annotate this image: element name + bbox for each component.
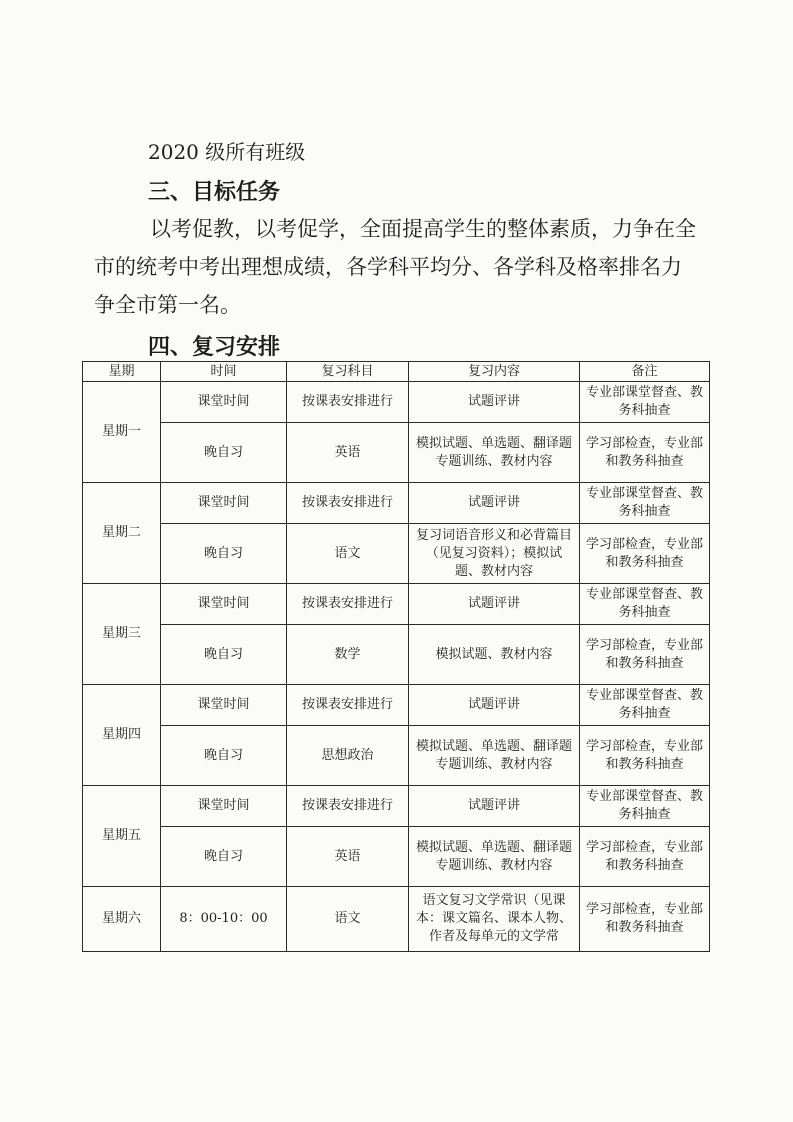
- header-cell: 复习内容: [409, 362, 580, 382]
- header-cell: 备注: [580, 362, 710, 382]
- table-row: [83, 827, 710, 887]
- subject-cell: 按课表安排进行: [287, 685, 409, 726]
- table-row: [83, 524, 710, 584]
- section-3-paragraph: [94, 210, 706, 324]
- day-cell: 星期三: [83, 584, 161, 685]
- content-cell: 模拟试题、单选题、翻译题专题训练、教材内容: [409, 827, 580, 887]
- table-header-row: [83, 362, 710, 382]
- content-cell: 模拟试题、教材内容: [409, 625, 580, 685]
- table-row: [83, 423, 710, 483]
- header-cell: 星期: [83, 362, 161, 382]
- content-cell: 语文复习文学常识（见课本：课文篇名、课本人物、作者及每单元的文学常: [409, 887, 580, 952]
- day-cell: 星期一: [83, 382, 161, 483]
- content-cell: 试题评讲: [409, 382, 580, 423]
- content-cell: 模拟试题、单选题、翻译题专题训练、教材内容: [409, 423, 580, 483]
- subject-cell: 按课表安排进行: [287, 584, 409, 625]
- day-cell: 星期六: [83, 887, 161, 952]
- note-cell: 学习部检查，专业部和教务科抽查: [580, 726, 710, 786]
- paragraph-line: 以考促教，以考促学，全面提高学生的整体素质，力争在全: [150, 217, 696, 241]
- time-cell: 晚自习: [161, 726, 287, 786]
- note-cell: 专业部课堂督查、教务科抽查: [580, 584, 710, 625]
- subject-cell: 按课表安排进行: [287, 786, 409, 827]
- target-classes-line: 2020 级所有班级: [148, 140, 306, 164]
- subject-cell: 思想政治: [287, 726, 409, 786]
- subject-cell: 语文: [287, 887, 409, 952]
- note-cell: 专业部课堂督查、教务科抽查: [580, 685, 710, 726]
- time-cell: 晚自习: [161, 625, 287, 685]
- content-cell: 试题评讲: [409, 483, 580, 524]
- content-cell: 试题评讲: [409, 584, 580, 625]
- time-cell: 课堂时间: [161, 685, 287, 726]
- header-cell: 复习科目: [287, 362, 409, 382]
- time-cell: 课堂时间: [161, 483, 287, 524]
- subject-cell: 英语: [287, 423, 409, 483]
- table-row: [83, 584, 710, 625]
- section-4-heading: 四、复习安排: [148, 335, 281, 360]
- table-row: [83, 726, 710, 786]
- table-row: [83, 483, 710, 524]
- day-cell: 星期四: [83, 685, 161, 786]
- table-row: [83, 685, 710, 726]
- time-cell: 课堂时间: [161, 382, 287, 423]
- time-cell: 课堂时间: [161, 584, 287, 625]
- table-row: [83, 382, 710, 423]
- subject-cell: 按课表安排进行: [287, 382, 409, 423]
- note-cell: 专业部课堂督查、教务科抽查: [580, 786, 710, 827]
- note-cell: 专业部课堂督查、教务科抽查: [580, 483, 710, 524]
- content-cell: 复习词语音形义和必背篇目（见复习资料）；模拟试题、教材内容: [409, 524, 580, 584]
- table-row: [83, 887, 710, 952]
- content-cell: 模拟试题、单选题、翻译题专题训练、教材内容: [409, 726, 580, 786]
- note-cell: 专业部课堂督查、教务科抽查: [580, 382, 710, 423]
- note-cell: 学习部检查，专业部和教务科抽查: [580, 887, 710, 952]
- time-cell: 晚自习: [161, 524, 287, 584]
- day-cell: 星期五: [83, 786, 161, 887]
- note-cell: 学习部检查，专业部和教务科抽查: [580, 423, 710, 483]
- day-cell: 星期二: [83, 483, 161, 584]
- table-row: [83, 786, 710, 827]
- note-cell: 学习部检查，专业部和教务科抽查: [580, 827, 710, 887]
- paragraph-line: 争全市第一名。: [94, 293, 241, 317]
- content-cell: 试题评讲: [409, 786, 580, 827]
- time-cell: 晚自习: [161, 827, 287, 887]
- time-cell: 课堂时间: [161, 786, 287, 827]
- subject-cell: 语文: [287, 524, 409, 584]
- paragraph-line: 市的统考中考出理想成绩，各学科平均分、各学科及格率排名力: [94, 255, 682, 279]
- time-cell: 8：00-10：00: [161, 887, 287, 952]
- section-3-heading: 三、目标任务: [148, 180, 281, 205]
- header-cell: 时间: [161, 362, 287, 382]
- review-schedule-table: [82, 361, 710, 952]
- subject-cell: 英语: [287, 827, 409, 887]
- content-cell: 试题评讲: [409, 685, 580, 726]
- subject-cell: 数学: [287, 625, 409, 685]
- note-cell: 学习部检查，专业部和教务科抽查: [580, 625, 710, 685]
- table-row: [83, 625, 710, 685]
- time-cell: 晚自习: [161, 423, 287, 483]
- note-cell: 学习部检查，专业部和教务科抽查: [580, 524, 710, 584]
- subject-cell: 按课表安排进行: [287, 483, 409, 524]
